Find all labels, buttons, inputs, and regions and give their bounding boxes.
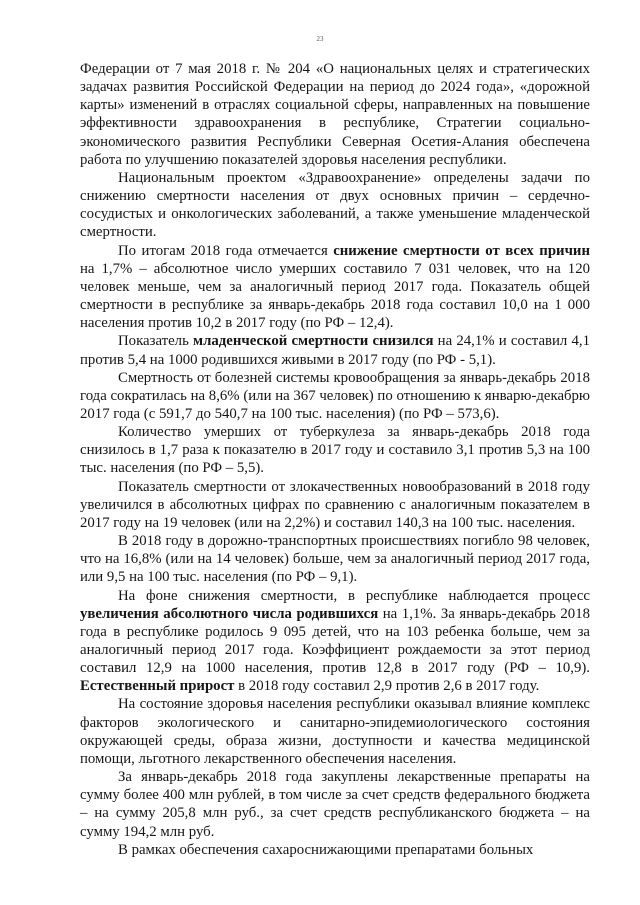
- paragraph: [80, 841, 590, 859]
- text-run: По итогам 2018 года отмечается: [118, 242, 334, 259]
- text-run: За январь-декабрь 2018 года закуплены лекарственные препараты на сумму более 400 млн рублей, в том числе за счет средств федерального бюджета – на сумму 205,8 млн руб., за счет средств республиканского бюджета – на сумму 194,2 млн руб.: [80, 769, 590, 840]
- text-run: На состояние здоровья населения республики оказывал влияние комплекс факторов экологического и санитарно-эпидемиологического состояния окружающей среды, образа жизни, доступности и качества медицинской помощи, льготного лекарственного обеспечения населения.: [80, 696, 590, 767]
- bold-phrase: младенческой смертности снизился: [193, 333, 434, 350]
- paragraph: [80, 169, 590, 242]
- text-run: Смертность от болезней системы кровообращения за январь-декабрь 2018 года сократилась на 8,6% (или на 367 человек) по отношению к январю-декабрю 2017 года (с 591,7 до 540,7 на 100 тыс. населения) (по РФ – 573,6).: [80, 369, 590, 422]
- bold-phrase: Естественный прирост: [80, 678, 235, 695]
- paragraph: [80, 423, 590, 477]
- paragraph: [80, 695, 590, 768]
- page-number: 23: [316, 35, 324, 43]
- text-run: На фоне снижения смертности, в республике наблюдается процесс: [118, 587, 590, 604]
- text-run: в 2018 году составил 2,9 против 2,6 в 2017 году.: [234, 678, 540, 695]
- paragraph: [80, 478, 590, 532]
- text-run: В 2018 году в дорожно-транспортных происшествиях погибло 98 человек, что на 16,8% (или на 14 человек) больше, чем за аналогичный период 2017 года, или 9,5 на 100 тыс. населения (по РФ – 9,1).: [80, 533, 590, 586]
- paragraph: [80, 332, 590, 368]
- text-run: Национальным проектом «Здравоохранение» определены задачи по снижению смертности населения от двух основных причин – сердечно-сосудистых и онкологических заболеваний, а также уменьшение младенческой смертности.: [80, 169, 590, 241]
- text-run: В рамках обеспечения сахароснижающими препаратами больных: [118, 841, 534, 858]
- document-body: [80, 60, 590, 859]
- paragraph: [80, 587, 590, 696]
- text-run: Показатель смертности от злокачественных новообразований в 2018 году увеличился в абсолютных цифрах по сравнению с аналогичным показателем в 2017 году на 19 человек (или на 2,2%) и составил 140,3 на 100 тыс. населения.: [80, 478, 590, 531]
- bold-phrase: снижение смертности от всех причин: [333, 242, 590, 259]
- bold-phrase: увеличения абсолютного числа родившихся: [80, 605, 379, 622]
- text-run: на 24,1% и составил 4,1 против 5,4 на 1000 родившихся живыми в 2017 году (по РФ - 5,1).: [80, 333, 590, 368]
- text-run: Федерации от 7 мая 2018 г. № 204 «О национальных целях и стратегических задачах развития Российской Федерации на период до 2024 года», «дорожной карты» изменений в отраслях социальной сферы, направленных на повышение эффективности здравоохранения в республике, Стратегии социально-экономического развития Республики Северная Осетия-Алания обеспечена работа по улучшению показателей здоровья населения республики.: [80, 61, 590, 168]
- text-run: на 1,7% – абсолютное число умерших составило 7 031 человек, что на 120 человек меньше, чем за аналогичный период 2017 года. Показатель общей смертности в республике за январь-декабрь 2018 года составил 10,0 на 1 000 населения против 10,2 в 2017 году (по РФ – 12,4).: [80, 260, 590, 332]
- paragraph: [80, 369, 590, 423]
- paragraph: [80, 242, 590, 333]
- paragraph: [80, 60, 590, 169]
- paragraph: [80, 532, 590, 586]
- text-run: Количество умерших от туберкулеза за январь-декабрь 2018 года снизилось в 1,7 раза к показателю в 2017 году и составило 3,1 против 5,3 на 100 тыс. населения (по РФ – 5,5).: [80, 424, 590, 477]
- text-run: Показатель: [118, 333, 194, 350]
- text-run: на 1,1%. За январь-декабрь 2018 года в республике родилось 9 095 детей, что на 103 ребенка больше, чем за аналогичный период 2017 года. Коэффициент рождаемости за этот период составил 12,9 на 1000 населения, против 12,8 в 2017 году (РФ – 10,9).: [80, 605, 590, 677]
- paragraph: [80, 768, 590, 841]
